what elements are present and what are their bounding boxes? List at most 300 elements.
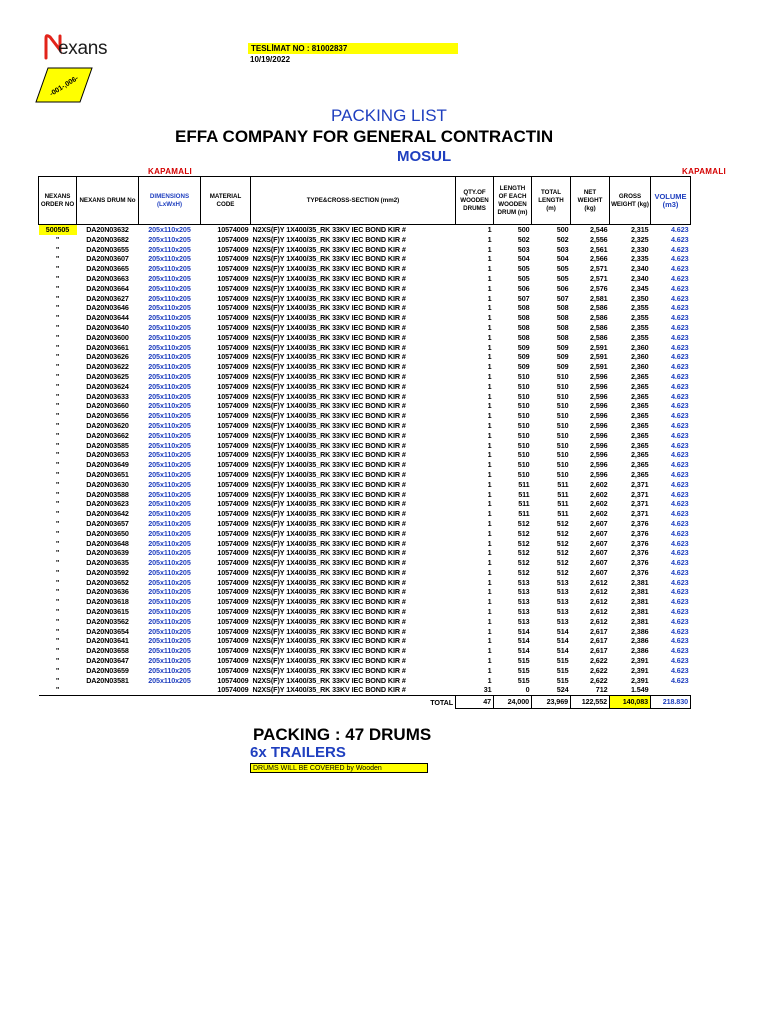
cell-qty: 1 [487,656,492,666]
cell-len: 510 [517,381,530,391]
cell-qty: 1 [487,528,492,538]
cell-gross: 2,376 [631,518,649,528]
cell-order: " [55,440,60,450]
cell-len: 510 [517,469,530,479]
cell-vol: 4.623 [671,371,689,381]
col-length-each: LENGTH OF EACH WOODEN DRUM (m) [494,177,532,225]
cell-gross: 2,371 [631,489,649,499]
cell-dim: 205x110x205 [148,430,191,440]
col-order-no: NEXANS ORDER NO [39,177,77,225]
cell-order: " [55,509,60,519]
cell-gross: 2,381 [631,607,649,617]
table-row [39,548,691,558]
cell-dim: 205x110x205 [148,626,191,636]
cell-dim: 205x110x205 [148,460,191,470]
cell-mat: 10574009 [217,273,249,283]
cell-net: 2,607 [590,567,608,577]
cell-qty: 1 [487,460,492,470]
cell-dim: 205x110x205 [148,332,191,342]
col-net-weight: NET WEIGHT (kg) [571,177,610,225]
cell-vol: 4.623 [671,518,689,528]
cell-type: N2XS(F)Y 1X400/35_RK 33KV IEC BOND KIR # [252,685,406,695]
cell-vol: 4.623 [671,362,689,372]
cell-drum: DA20N03618 [86,597,129,607]
cell-dim: 205x110x205 [148,616,191,626]
cell-mat: 10574009 [217,587,249,597]
cell-gross: 2,365 [631,381,649,391]
cell-drum: DA20N03658 [86,646,129,656]
table-row [39,264,691,274]
cell-qty: 1 [487,313,492,323]
cell-len: 508 [517,322,530,332]
cell-qty: 1 [487,322,492,332]
cell-net: 2,556 [590,234,608,244]
total-row [39,696,691,709]
cell-qty: 1 [487,646,492,656]
cell-qty: 1 [487,352,492,362]
cell-mat: 10574009 [217,264,249,274]
cell-net: 2,607 [590,538,608,548]
cell-gross: 2,371 [631,499,649,509]
cell-type: N2XS(F)Y 1X400/35_RK 33KV IEC BOND KIR # [252,479,406,489]
cell-gross: 2,355 [631,303,649,313]
cell-order: " [55,538,60,548]
delivery-number: TESLİMAT NO : 81002837 [248,43,458,54]
cell-mat: 10574009 [217,293,249,303]
cell-mat: 10574009 [217,450,249,460]
table-row [39,313,691,323]
cell-dim: 205x110x205 [148,254,191,264]
cell-net: 2,596 [590,391,608,401]
cell-qty: 1 [487,362,492,372]
cell-gross: 2,371 [631,479,649,489]
cell-gross: 2,365 [631,469,649,479]
kapamali-left: KAPAMALI [148,167,193,176]
cell-type: N2XS(F)Y 1X400/35_RK 33KV IEC BOND KIR # [252,225,406,234]
cell-net: 2,596 [590,450,608,460]
cell-vol: 4.623 [671,264,689,274]
cell-mat: 10574009 [217,479,249,489]
cell-dim: 205x110x205 [148,567,191,577]
cell-mat: 10574009 [217,420,249,430]
cell-dim: 205x110x205 [148,440,191,450]
cell-total: 507 [556,293,569,303]
cell-len: 514 [517,646,530,656]
cell-order: " [55,283,60,293]
cell-net: 2,602 [590,509,608,519]
table-row [39,617,691,627]
cell-dim: 205x110x205 [148,597,191,607]
cell-net: 2,596 [590,469,608,479]
cell-dim: 205x110x205 [148,225,191,234]
cell-qty: 1 [487,391,492,401]
table-row [39,245,691,255]
col-volume: VOLUME (m3) [651,177,691,225]
cell-drum: DA20N03652 [86,577,129,587]
cell-total: 500 [556,225,569,234]
cell-mat: 10574009 [217,322,249,332]
cell-dim: 205x110x205 [148,646,191,656]
cell-qty: 1 [487,587,492,597]
cell-vol: 4.623 [671,656,689,666]
cell-mat: 10574009 [217,342,249,352]
cell-drum: DA20N03655 [86,244,129,254]
cell-drum: DA20N03664 [86,283,129,293]
cell-qty: 1 [487,577,492,587]
cell-dim: 205x110x205 [148,264,191,274]
cell-type: N2XS(F)Y 1X400/35_RK 33KV IEC BOND KIR # [252,499,406,509]
cell-qty: 1 [487,264,492,274]
cell-type: N2XS(F)Y 1X400/35_RK 33KV IEC BOND KIR # [252,273,406,283]
cell-mat: 10574009 [217,646,249,656]
cell-type: N2XS(F)Y 1X400/35_RK 33KV IEC BOND KIR # [252,264,406,274]
cell-order: " [55,273,60,283]
cell-drum: DA20N03630 [86,479,129,489]
cell-vol: 4.623 [671,469,689,479]
cell-total: 513 [556,607,569,617]
cell-qty: 1 [487,430,492,440]
cell-type: N2XS(F)Y 1X400/35_RK 33KV IEC BOND KIR # [252,656,406,666]
cell-vol: 4.623 [671,313,689,323]
cell-mat: 10574009 [217,460,249,470]
cell-type: N2XS(F)Y 1X400/35_RK 33KV IEC BOND KIR # [252,293,406,303]
cell-total: 511 [557,489,569,499]
cell-order: " [55,362,60,372]
cell-len: 510 [517,411,530,421]
cell-dim: 205x110x205 [148,577,191,587]
cell-order: " [55,411,60,421]
cell-order: " [55,313,60,323]
cell-len: 511 [518,479,530,489]
cell-drum: DA20N03641 [86,636,129,646]
table-header-row [39,177,691,225]
cell-mat: 10574009 [217,234,249,244]
cell-mat: 10574009 [217,665,249,675]
cell-dim: 205x110x205 [148,391,191,401]
cell-vol: 4.623 [671,607,689,617]
cell-drum: DA20N03682 [86,234,129,244]
cell-qty: 1 [487,411,492,421]
total-volume: 218.830 [651,696,691,709]
cell-type: N2XS(F)Y 1X400/35_RK 33KV IEC BOND KIR # [252,283,406,293]
cell-qty: 1 [487,234,492,244]
cell-mat: 10574009 [217,656,249,666]
packing-summary: PACKING : 47 DRUMS [253,725,432,744]
cell-order: " [55,518,60,528]
cell-net: 2,596 [590,420,608,430]
cell-qty: 1 [487,479,492,489]
cell-vol: 4.623 [671,636,689,646]
cell-gross: 2,330 [631,244,649,254]
cell-len: 513 [517,587,530,597]
cell-dim: 205x110x205 [148,675,191,685]
cell-vol: 4.623 [671,225,689,234]
cell-vol: 4.623 [671,499,689,509]
table-row [39,685,691,695]
cell-drum: DA20N03633 [86,391,129,401]
stamp-text: -001-,006- [48,74,80,98]
cell-qty: 1 [487,381,492,391]
cell-vol: 4.623 [671,509,689,519]
table-body [39,225,691,696]
cell-gross: 2,365 [631,391,649,401]
cell-total: 513 [556,577,569,587]
cell-gross: 2,365 [631,460,649,470]
cell-net: 2,622 [590,656,608,666]
cell-qty: 1 [487,440,492,450]
cell-drum: DA20N03665 [86,264,129,274]
cell-dim: 205x110x205 [148,636,191,646]
cell-total: 512 [556,538,569,548]
cell-len: 515 [517,656,530,666]
table-row [39,587,691,597]
cell-vol: 4.623 [671,646,689,656]
cell-type: N2XS(F)Y 1X400/35_RK 33KV IEC BOND KIR # [252,616,406,626]
table-row [39,372,691,382]
cell-drum: DA20N03654 [86,626,129,636]
table-row [39,362,691,372]
cell-dim [139,685,201,695]
cell-vol: 4.623 [671,411,689,421]
cell-net: 2,571 [590,273,608,283]
cell-drum: DA20N03662 [86,430,129,440]
cell-dim: 205x110x205 [148,538,191,548]
cell-total: 509 [556,342,569,352]
kapamali-right: KAPAMALI [682,167,727,176]
cell-len: 507 [517,293,530,303]
cell-total: 512 [556,518,569,528]
cell-net: 2,617 [590,626,608,636]
cell-type: N2XS(F)Y 1X400/35_RK 33KV IEC BOND KIR # [252,538,406,548]
cell-total: 515 [556,665,569,675]
cell-len: 512 [517,558,530,568]
cell-order: " [55,264,60,274]
packing-list-title: PACKING LIST [331,106,447,125]
cell-len: 505 [517,273,530,283]
table-row [39,323,691,333]
cell-gross: 2,376 [631,538,649,548]
cell-mat: 10574009 [217,558,249,568]
cell-net: 2,596 [590,430,608,440]
cell-mat: 10574009 [217,303,249,313]
cell-dim: 205x110x205 [148,401,191,411]
cell-len: 510 [517,450,530,460]
table-row [39,235,691,245]
cell-drum: DA20N03647 [86,656,129,666]
cell-drum: DA20N03592 [86,567,129,577]
cell-gross: 2,360 [631,342,649,352]
cell-net: 2,591 [590,362,608,372]
table-row [39,509,691,519]
col-gross-weight: GROSS WEIGHT (kg) [610,177,651,225]
cell-total: 511 [557,499,569,509]
table-row [39,352,691,362]
cell-order: " [55,636,60,646]
cell-total: 514 [556,636,569,646]
cell-order: " [55,254,60,264]
cell-net: 2,596 [590,440,608,450]
cell-net: 2,607 [590,518,608,528]
table-row [39,499,691,509]
table-row [39,568,691,578]
cell-gross: 2,391 [631,665,649,675]
table-row [39,421,691,431]
total-label: TOTAL [39,696,456,709]
cell-len: 513 [517,577,530,587]
cell-mat: 10574009 [217,489,249,499]
cell-total: 513 [556,616,569,626]
cell-qty: 1 [487,558,492,568]
table-row [39,333,691,343]
cell-type: N2XS(F)Y 1X400/35_RK 33KV IEC BOND KIR # [252,636,406,646]
cell-mat: 10574009 [217,597,249,607]
cell-total: 512 [556,528,569,538]
cell-type: N2XS(F)Y 1X400/35_RK 33KV IEC BOND KIR # [252,528,406,538]
cell-type: N2XS(F)Y 1X400/35_RK 33KV IEC BOND KIR # [252,352,406,362]
cell-dim: 205x110x205 [148,371,191,381]
cell-drum: DA20N03657 [86,518,129,528]
cell-type: N2XS(F)Y 1X400/35_RK 33KV IEC BOND KIR # [252,558,406,568]
cell-mat: 10574009 [217,225,249,234]
cell-order: " [55,244,60,254]
cell-order: " [55,548,60,558]
cell-len: 514 [517,626,530,636]
cell-len: 513 [517,597,530,607]
cell-gross: 2,376 [631,558,649,568]
cell-qty: 1 [487,293,492,303]
cell-order: " [55,332,60,342]
cell-vol: 4.623 [671,293,689,303]
cell-type: N2XS(F)Y 1X400/35_RK 33KV IEC BOND KIR # [252,548,406,558]
table-row [39,627,691,637]
total-length-each: 24,000 [494,696,532,709]
total-gross: 140,083 [610,696,651,709]
cell-gross: 2,315 [631,225,649,234]
cell-dim: 205x110x205 [148,509,191,519]
cell-drum: DA20N03660 [86,401,129,411]
cell-total: 511 [557,479,569,489]
cell-qty: 1 [487,636,492,646]
cell-total: 509 [556,352,569,362]
cell-mat: 10574009 [217,371,249,381]
cell-qty: 31 [483,685,492,695]
cell-dim: 205x110x205 [148,293,191,303]
cell-drum: DA20N03620 [86,420,129,430]
cell-vol: 4.623 [671,450,689,460]
cell-drum: DA20N03627 [86,293,129,303]
cell-net: 2,566 [590,254,608,264]
table-row [39,303,691,313]
cell-len: 513 [517,607,530,617]
cell-dim: 205x110x205 [148,469,191,479]
cell-type: N2XS(F)Y 1X400/35_RK 33KV IEC BOND KIR # [252,597,406,607]
cell-len: 511 [518,489,530,499]
cell-net: 2,596 [590,460,608,470]
table-row [39,529,691,539]
table-row [39,558,691,568]
col-drum-no: NEXANS DRUM No [77,177,139,225]
cell-gross: 2,355 [631,322,649,332]
cell-drum: DA20N03656 [86,411,129,421]
cell-order: " [55,234,60,244]
cell-order: " [55,499,60,509]
cell-qty: 1 [487,332,492,342]
cell-dim: 205x110x205 [148,234,191,244]
cell-net: 2,576 [590,283,608,293]
cell-dim: 205x110x205 [148,665,191,675]
cell-mat: 10574009 [217,244,249,254]
cell-mat: 10574009 [217,381,249,391]
cell-gross: 2,340 [631,264,649,274]
table-row [39,225,691,235]
cell-order: " [55,381,60,391]
cell-net: 2,607 [590,548,608,558]
cell-vol: 4.623 [671,273,689,283]
cell-qty: 1 [487,607,492,617]
cell-net: 2,586 [590,313,608,323]
cell-type: N2XS(F)Y 1X400/35_RK 33KV IEC BOND KIR # [252,469,406,479]
cell-vol: 4.623 [671,303,689,313]
cell-vol: 4.623 [671,597,689,607]
cell-type: N2XS(F)Y 1X400/35_RK 33KV IEC BOND KIR # [252,313,406,323]
cell-qty: 1 [487,626,492,636]
cell-total: 509 [556,362,569,372]
cell-vol: 4.623 [671,616,689,626]
cell-total: 510 [556,440,569,450]
cell-mat: 10574009 [217,469,249,479]
table-row [39,578,691,588]
cell-drum: DA20N03639 [86,548,129,558]
cell-dim: 205x110x205 [148,607,191,617]
table-row [39,656,691,666]
cell-gross: 2,376 [631,567,649,577]
cell-gross: 2,355 [631,332,649,342]
cell-drum: DA20N03636 [86,587,129,597]
cell-mat: 10574009 [217,313,249,323]
table-row [39,274,691,284]
table-row [39,666,691,676]
cell-qty: 1 [487,225,492,234]
cell-total: 505 [556,273,569,283]
cell-drum: DA20N03650 [86,528,129,538]
cell-len: 510 [517,371,530,381]
cell-gross: 2,386 [631,636,649,646]
cell-order: " [55,626,60,636]
cell-vol: 4.623 [671,460,689,470]
cell-mat: 10574009 [217,577,249,587]
cell-net: 2,612 [590,577,608,587]
cell-drum: DA20N03588 [86,489,129,499]
cell-mat: 10574009 [217,528,249,538]
cell-total: 514 [556,646,569,656]
total-qty: 47 [456,696,494,709]
cell-net: 2,612 [590,597,608,607]
cell-gross: 2,360 [631,362,649,372]
cell-mat: 10574009 [217,607,249,617]
cell-qty: 1 [487,371,492,381]
table-row [39,460,691,470]
cell-vol: 4.623 [671,332,689,342]
cell-dim: 205x110x205 [148,499,191,509]
table-row [39,294,691,304]
cell-len: 508 [517,303,530,313]
cell-order: " [55,665,60,675]
cell-len: 508 [517,332,530,342]
cell-total: 510 [556,381,569,391]
cell-net: 2,546 [590,225,608,234]
table-row [39,392,691,402]
cell-len: 503 [517,244,530,254]
